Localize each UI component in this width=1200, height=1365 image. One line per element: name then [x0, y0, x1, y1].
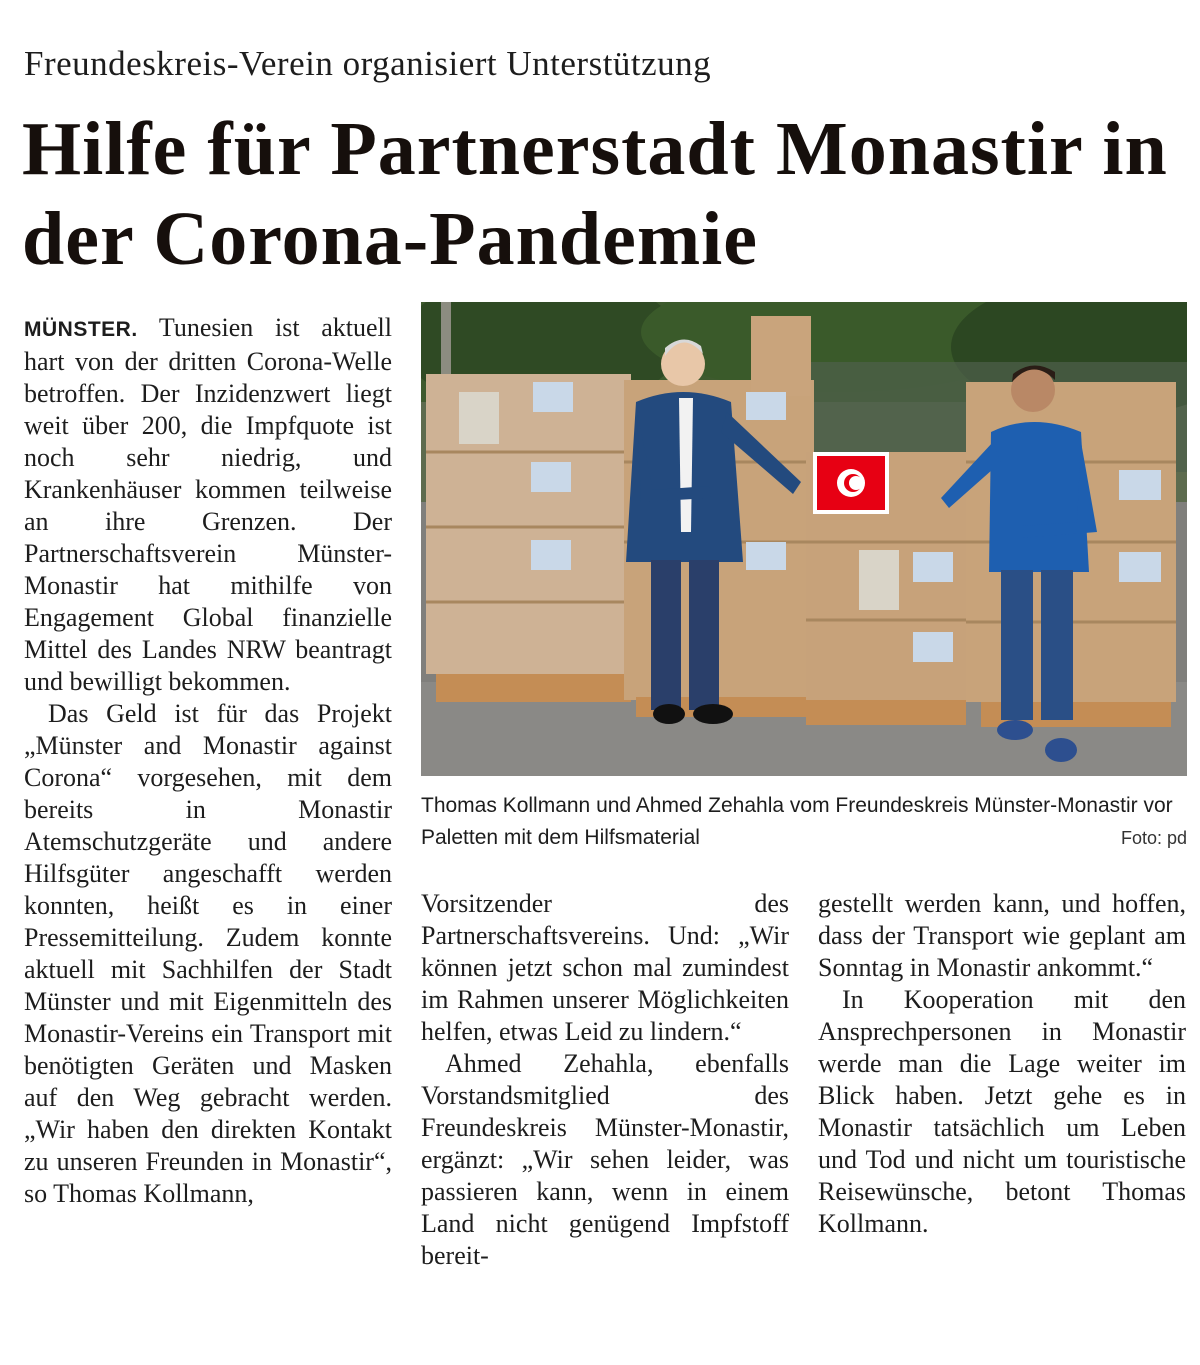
paragraph: Das Geld ist für das Projekt „Münster and Monastir against Corona“ vorgesehen, mit dem bereits in Monastir Atemschutzgeräte und andere Hilfsgüter angeschafft werden konnten, heißt es in einer Pressemitteilung. Zudem konnte aktuell mit Sachhilfen der Stadt Münster und mit Eigenmitteln des Monastir-Vereins ein Transport mit benötigten Geräten und Masken auf den Weg gebracht werden. „Wir haben den direkten Kontakt zu unseren Freunden in Monastir“, so Thomas Kollmann,	[24, 699, 392, 1208]
photo-credit: Foto: pd	[1120, 828, 1187, 848]
paragraph: Ahmed Zehahla, ebenfalls Vorstandsmitglied des Freundeskreis Münster-Monastir, ergänzt: „Wir sehen leider, was passieren kann, wenn in einem Land nicht genügend Impfstoff bereit-	[421, 1049, 789, 1270]
photo-illustration	[421, 302, 1187, 776]
article-column-1	[24, 312, 392, 1210]
paragraph-text: Tunesien ist aktuell hart von der dritten Corona-Welle betroffen. Der Inzidenzwert liegt weit über 200, die Impfquote ist noch sehr niedrig, und Krankenhäuser kommen teilweise an ihre Grenzen. Der Partnerschaftsverein Münster-Monastir hat mithilfe von Engagement Global finanzielle Mittel des Landes NRW beantragt und bewilligt bekommen.	[24, 313, 392, 696]
paragraph: gestellt werden kann, und hoffen, dass der Transport wie geplant am Sonntag in Monastir ankommt.“	[818, 889, 1186, 982]
dateline: MÜNSTER.	[24, 318, 138, 341]
article-kicker: Freundeskreis-Verein organisiert Unterstützung	[24, 44, 712, 83]
article-column-2	[421, 888, 789, 1272]
photo-caption	[421, 790, 1187, 854]
article-photo	[421, 302, 1187, 776]
article-column-3	[818, 888, 1186, 1240]
article-headline: Hilfe für Partnerstadt Monastir in der Corona-Pandemie	[22, 107, 1168, 281]
paragraph	[24, 312, 392, 698]
caption-text: Thomas Kollmann und Ahmed Zehahla vom Freundeskreis Münster-Monastir vor Paletten mit dem Hilfsmaterial	[421, 794, 1173, 849]
paragraph: Vorsitzender des Partnerschaftsvereins. Und: „Wir können jetzt schon mal zumindest im Rahmen unserer Möglichkeiten helfen, etwas Leid zu lindern.“	[421, 889, 789, 1046]
paragraph: In Kooperation mit den Ansprechpersonen in Monastir werde man die Lage weiter im Blick haben. Jetzt gehe es in Monastir tatsächlich um Leben und Tod und nicht um touristische Reisewünsche, betont Thomas Kollmann.	[818, 985, 1186, 1238]
